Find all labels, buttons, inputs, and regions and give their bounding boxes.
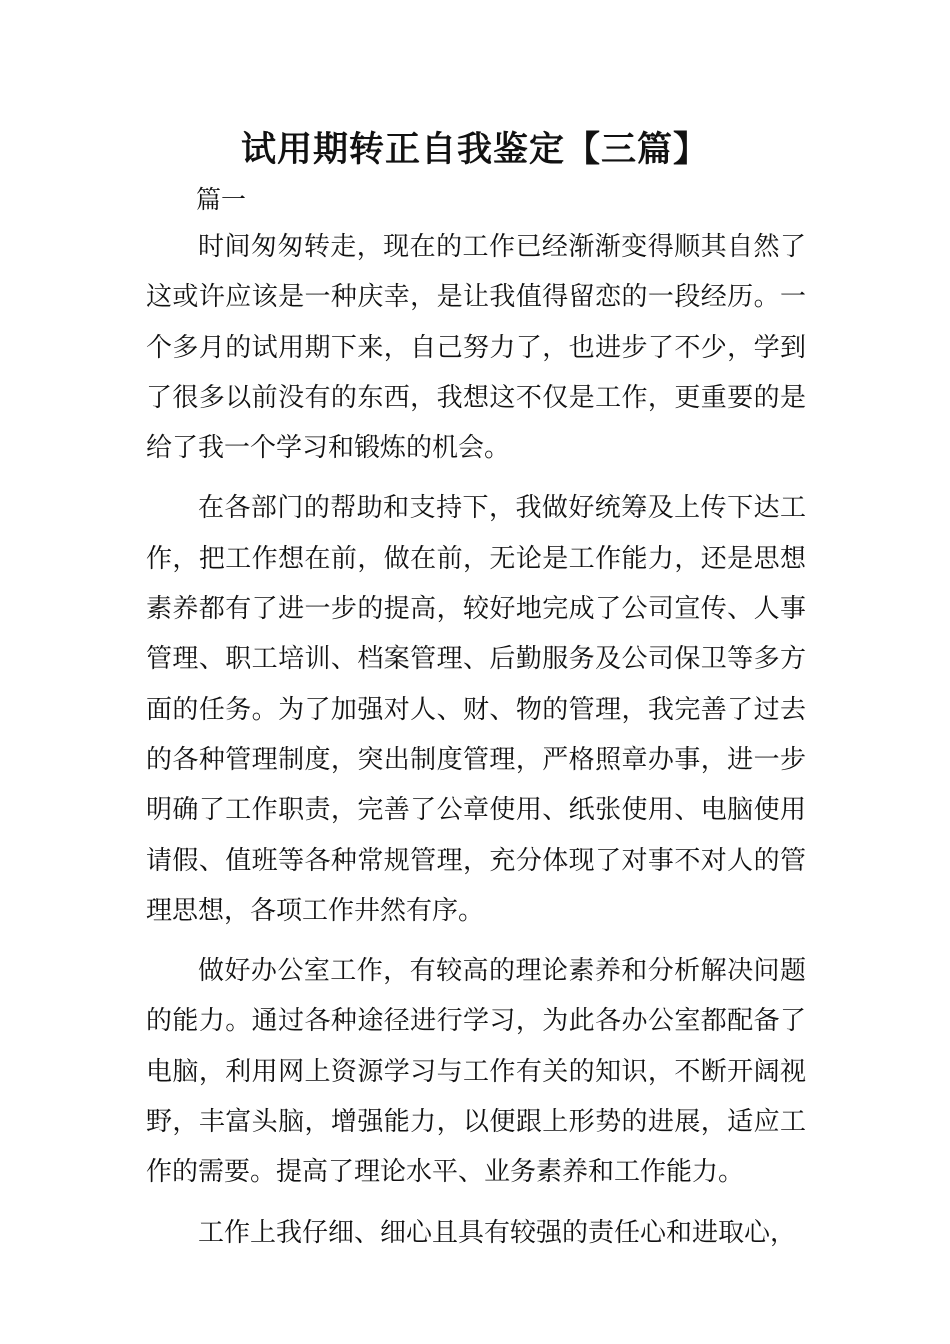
document-body — [146, 222, 806, 1268]
section-label: 篇一 — [196, 185, 247, 214]
paragraph: 时间匆匆转走，现在的工作已经渐渐变得顺其自然了这或许应该是一种庆幸，是让我值得留恋的一段经历。一个多月的试用期下来，自己努力了，也进步了不少，学到了很多以前没有的东西，我想这不仅是工作，更重要的是给了我一个学习和锻炼的机会。 — [146, 232, 806, 464]
paragraph: 做好办公室工作，有较高的理论素养和分析解决问题的能力。通过各种途径进行学习，为此各办公室都配备了电脑，利用网上资源学习与工作有关的知识，不断开阔视野，丰富头脑，增强能力，以便跟上形势的进展，适应工作的需要。提高了理论水平、业务素养和工作能力。 — [146, 956, 806, 1188]
paragraph: 工作上我仔细、细心且具有较强的责任心和进取心， — [198, 1217, 797, 1248]
paragraph: 在各部门的帮助和支持下，我做好统筹及上传下达工作，把工作想在前，做在前，无论是工作能力，还是思想素养都有了进一步的提高，较好地完成了公司宣传、人事管理、职工培训、档案管理、后勤服务及公司保卫等多方面的任务。为了加强对人、财、物的管理，我完善了过去的各种管理制度，突出制度管理，严格照章办事，进一步明确了工作职责，完善了公章使用、纸张使用、电脑使用请假、值班等各种常规管理，充分体现了对事不对人的管理思想，各项工作井然有序。 — [146, 493, 806, 926]
document-title: 试用期转正自我鉴定【三篇】 — [240, 130, 709, 170]
